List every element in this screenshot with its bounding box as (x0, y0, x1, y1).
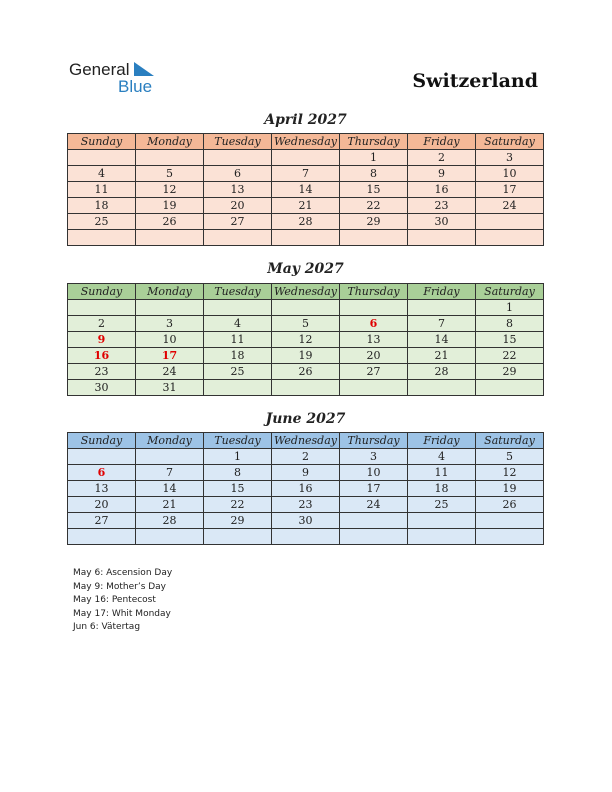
day-cell: 10 (340, 465, 408, 481)
day-cell: 10 (136, 332, 204, 348)
day-cell: 8 (340, 166, 408, 182)
day-cell: 13 (68, 481, 136, 497)
day-cell: 22 (340, 198, 408, 214)
day-cell: 9 (68, 332, 136, 348)
weekday-header-saturday: Saturday (476, 134, 544, 150)
day-cell (204, 529, 272, 545)
day-cell: 6 (340, 316, 408, 332)
weekday-header-monday: Monday (136, 134, 204, 150)
logo-triangle-icon (134, 62, 154, 76)
day-cell: 12 (136, 182, 204, 198)
day-cell: 29 (476, 364, 544, 380)
calendar-april (67, 133, 544, 246)
day-cell: 25 (204, 364, 272, 380)
weekday-header-friday: Friday (408, 134, 476, 150)
day-cell: 5 (476, 449, 544, 465)
weekday-header-tuesday: Tuesday (204, 134, 272, 150)
day-cell (204, 230, 272, 246)
day-cell: 20 (68, 497, 136, 513)
day-cell: 7 (408, 316, 476, 332)
day-cell: 14 (408, 332, 476, 348)
day-cell: 9 (272, 465, 340, 481)
day-cell: 5 (136, 166, 204, 182)
day-cell: 15 (204, 481, 272, 497)
day-cell: 8 (476, 316, 544, 332)
day-cell: 28 (408, 364, 476, 380)
day-cell: 14 (136, 481, 204, 497)
day-cell (136, 150, 204, 166)
weekday-header-row (68, 134, 544, 150)
day-cell: 4 (68, 166, 136, 182)
week-row (68, 380, 544, 396)
weekday-header-sunday: Sunday (68, 433, 136, 449)
day-cell: 4 (408, 449, 476, 465)
week-row (68, 182, 544, 198)
month-title-april: April 2027 (264, 112, 347, 128)
day-cell (68, 230, 136, 246)
week-row (68, 316, 544, 332)
day-cell (476, 380, 544, 396)
day-cell: 14 (272, 182, 340, 198)
weekday-header-tuesday: Tuesday (204, 433, 272, 449)
weekday-header-row (68, 433, 544, 449)
week-row (68, 150, 544, 166)
weekday-header-sunday: Sunday (68, 284, 136, 300)
weekday-header-thursday: Thursday (340, 433, 408, 449)
day-cell: 15 (476, 332, 544, 348)
day-cell: 3 (340, 449, 408, 465)
day-cell (272, 150, 340, 166)
day-cell: 18 (204, 348, 272, 364)
day-cell: 26 (136, 214, 204, 230)
day-cell: 1 (340, 150, 408, 166)
weekday-header-saturday: Saturday (476, 284, 544, 300)
week-row (68, 465, 544, 481)
day-cell: 28 (272, 214, 340, 230)
day-cell: 23 (272, 497, 340, 513)
day-cell (476, 513, 544, 529)
week-row (68, 198, 544, 214)
day-cell (204, 380, 272, 396)
day-cell: 11 (408, 465, 476, 481)
day-cell: 3 (136, 316, 204, 332)
day-cell: 21 (408, 348, 476, 364)
day-cell: 6 (204, 166, 272, 182)
day-cell (272, 300, 340, 316)
day-cell: 9 (408, 166, 476, 182)
day-cell: 30 (408, 214, 476, 230)
day-cell (408, 300, 476, 316)
weekday-header-saturday: Saturday (476, 433, 544, 449)
day-cell: 22 (204, 497, 272, 513)
day-cell: 2 (272, 449, 340, 465)
day-cell: 20 (204, 198, 272, 214)
day-cell (476, 230, 544, 246)
day-cell: 11 (204, 332, 272, 348)
day-cell: 20 (340, 348, 408, 364)
weekday-header-tuesday: Tuesday (204, 284, 272, 300)
day-cell: 26 (476, 497, 544, 513)
day-cell: 19 (476, 481, 544, 497)
weekday-header-row (68, 284, 544, 300)
day-cell: 6 (68, 465, 136, 481)
day-cell: 15 (340, 182, 408, 198)
day-cell: 27 (68, 513, 136, 529)
day-cell: 31 (136, 380, 204, 396)
day-cell: 7 (272, 166, 340, 182)
day-cell: 16 (408, 182, 476, 198)
day-cell: 11 (68, 182, 136, 198)
day-cell: 24 (340, 497, 408, 513)
week-row (68, 364, 544, 380)
day-cell: 27 (340, 364, 408, 380)
day-cell: 16 (68, 348, 136, 364)
holiday-item: May 9: Mother’s Day (73, 581, 167, 592)
weekday-header-monday: Monday (136, 433, 204, 449)
country-title: Switzerland (412, 70, 538, 92)
week-row (68, 300, 544, 316)
day-cell (136, 300, 204, 316)
logo-text-blue: Blue (118, 77, 153, 96)
day-cell: 1 (204, 449, 272, 465)
day-cell: 13 (204, 182, 272, 198)
day-cell: 19 (136, 198, 204, 214)
week-row (68, 166, 544, 182)
weekday-header-friday: Friday (408, 433, 476, 449)
day-cell (68, 449, 136, 465)
day-cell: 29 (340, 214, 408, 230)
day-cell: 1 (476, 300, 544, 316)
weekday-header-wednesday: Wednesday (272, 433, 340, 449)
month-title-may: May 2027 (267, 261, 344, 277)
day-cell (136, 529, 204, 545)
day-cell: 30 (68, 380, 136, 396)
day-cell (68, 150, 136, 166)
day-cell: 13 (340, 332, 408, 348)
weekday-header-wednesday: Wednesday (272, 284, 340, 300)
day-cell: 23 (408, 198, 476, 214)
day-cell (204, 300, 272, 316)
day-cell: 18 (408, 481, 476, 497)
brand-logo (69, 60, 169, 96)
day-cell (408, 513, 476, 529)
day-cell: 12 (272, 332, 340, 348)
week-row (68, 513, 544, 529)
day-cell: 17 (476, 182, 544, 198)
day-cell: 30 (272, 513, 340, 529)
day-cell (136, 230, 204, 246)
week-row (68, 497, 544, 513)
weekday-header-friday: Friday (408, 284, 476, 300)
weekday-header-wednesday: Wednesday (272, 134, 340, 150)
day-cell: 18 (68, 198, 136, 214)
holiday-item: May 6: Ascension Day (73, 568, 173, 578)
week-row (68, 214, 544, 230)
day-cell (136, 449, 204, 465)
day-cell (272, 230, 340, 246)
day-cell: 25 (408, 497, 476, 513)
day-cell: 4 (204, 316, 272, 332)
day-cell (340, 380, 408, 396)
week-row (68, 449, 544, 465)
holiday-item: May 16: Pentecost (73, 595, 156, 606)
day-cell: 24 (136, 364, 204, 380)
week-row (68, 230, 544, 246)
month-title-june: June 2027 (265, 411, 346, 427)
day-cell: 2 (68, 316, 136, 332)
holiday-list (73, 567, 172, 635)
day-cell: 28 (136, 513, 204, 529)
day-cell: 12 (476, 465, 544, 481)
day-cell: 2 (408, 150, 476, 166)
day-cell: 5 (272, 316, 340, 332)
day-cell: 21 (272, 198, 340, 214)
day-cell (340, 529, 408, 545)
day-cell: 7 (136, 465, 204, 481)
day-cell (204, 150, 272, 166)
day-cell (408, 380, 476, 396)
week-row (68, 332, 544, 348)
holiday-item: Jun 6: Vätertag (73, 622, 141, 633)
weekday-header-sunday: Sunday (68, 134, 136, 150)
day-cell: 17 (340, 481, 408, 497)
day-cell: 17 (136, 348, 204, 364)
week-row (68, 481, 544, 497)
weekday-header-monday: Monday (136, 284, 204, 300)
weekday-header-thursday: Thursday (340, 134, 408, 150)
day-cell: 23 (68, 364, 136, 380)
day-cell (68, 529, 136, 545)
day-cell (68, 300, 136, 316)
day-cell: 24 (476, 198, 544, 214)
day-cell (272, 380, 340, 396)
calendar-may (67, 283, 544, 396)
day-cell: 8 (204, 465, 272, 481)
day-cell: 27 (204, 214, 272, 230)
day-cell: 29 (204, 513, 272, 529)
day-cell: 10 (476, 166, 544, 182)
day-cell: 3 (476, 150, 544, 166)
day-cell: 25 (68, 214, 136, 230)
day-cell: 19 (272, 348, 340, 364)
day-cell (340, 230, 408, 246)
day-cell (272, 529, 340, 545)
day-cell (476, 214, 544, 230)
weekday-header-thursday: Thursday (340, 284, 408, 300)
week-row (68, 348, 544, 364)
day-cell (476, 529, 544, 545)
calendar-june (67, 432, 544, 545)
day-cell: 21 (136, 497, 204, 513)
day-cell: 26 (272, 364, 340, 380)
day-cell (408, 529, 476, 545)
day-cell: 16 (272, 481, 340, 497)
day-cell (340, 300, 408, 316)
day-cell (340, 513, 408, 529)
week-row (68, 529, 544, 545)
logo-text-general: General (69, 60, 130, 79)
holiday-item: May 17: Whit Monday (73, 608, 171, 619)
day-cell (408, 230, 476, 246)
day-cell: 22 (476, 348, 544, 364)
